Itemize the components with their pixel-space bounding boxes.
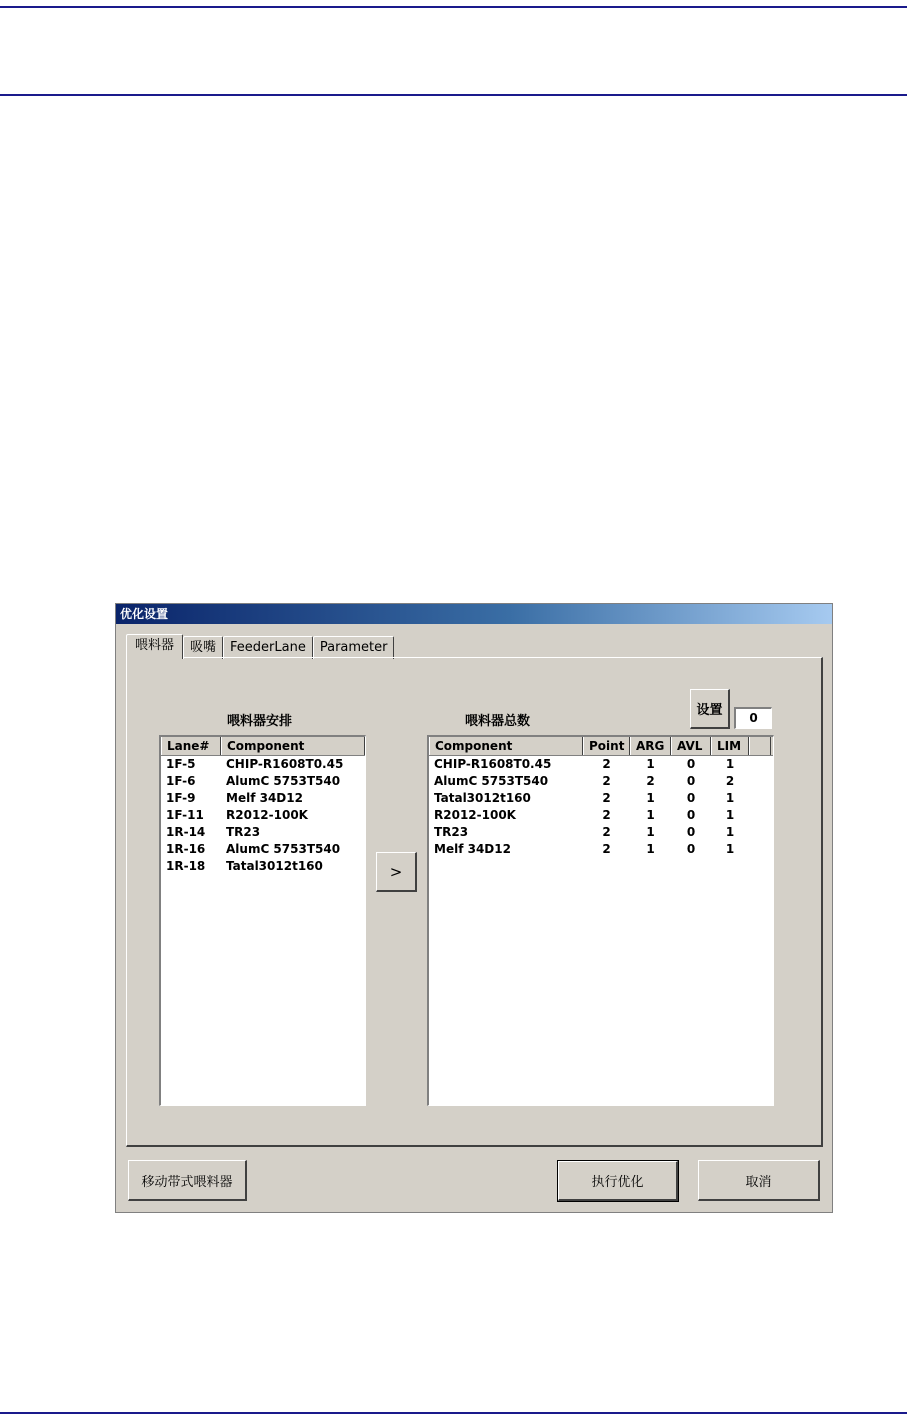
lane-cell: 1F-6 xyxy=(166,774,196,788)
lim-cell: 1 xyxy=(725,757,735,771)
column-header-filler xyxy=(749,737,771,755)
component-cell: TR23 xyxy=(434,825,469,839)
page-footer-rule xyxy=(0,1412,907,1414)
column-header-point[interactable]: Point xyxy=(583,737,630,755)
component-cell: Tatal3012t160 xyxy=(226,859,323,873)
component-cell: Melf 34D12 xyxy=(434,842,511,856)
component-cell: TR23 xyxy=(226,825,261,839)
table-row[interactable] xyxy=(161,858,365,875)
point-cell: 2 xyxy=(602,774,611,788)
component-cell: AlumC 5753T540 xyxy=(226,774,341,788)
table-row[interactable] xyxy=(161,773,365,790)
set-button[interactable]: 设置 xyxy=(690,689,730,729)
component-cell: Tatal3012t160 xyxy=(434,791,531,805)
lim-cell: 1 xyxy=(725,825,735,839)
avl-cell: 0 xyxy=(686,757,696,771)
table-row[interactable] xyxy=(161,824,365,841)
lim-cell: 1 xyxy=(725,808,735,822)
transfer-button[interactable]: > xyxy=(376,852,417,892)
table-row[interactable] xyxy=(429,756,773,773)
component-cell: AlumC 5753T540 xyxy=(226,842,341,856)
tab-nozzle[interactable]: 吸嘴 xyxy=(183,636,223,659)
table-row[interactable] xyxy=(161,807,365,824)
column-header-arg[interactable]: ARG xyxy=(630,737,671,755)
lane-cell: 1R-16 xyxy=(166,842,206,856)
point-cell: 2 xyxy=(602,808,611,822)
arg-cell: 1 xyxy=(646,825,655,839)
point-cell: 2 xyxy=(602,842,611,856)
tab-feeder[interactable]: 喂料器 xyxy=(126,634,183,659)
tab-parameter[interactable]: Parameter xyxy=(313,636,395,659)
feeder-total-list[interactable] xyxy=(427,735,774,1106)
avl-cell: 0 xyxy=(686,825,696,839)
set-value-field[interactable]: 0 xyxy=(734,707,772,729)
table-row[interactable] xyxy=(429,841,773,858)
column-header-lane[interactable]: Lane# xyxy=(161,737,221,755)
table-row[interactable] xyxy=(429,807,773,824)
cancel-button[interactable]: 取消 xyxy=(698,1160,820,1201)
lane-cell: 1F-9 xyxy=(166,791,196,805)
component-cell: AlumC 5753T540 xyxy=(434,774,549,788)
table-row[interactable] xyxy=(161,756,365,773)
point-cell: 2 xyxy=(602,791,611,805)
lane-cell: 1F-5 xyxy=(166,757,196,771)
tab-strip xyxy=(126,634,394,658)
page-header-rule-bottom xyxy=(0,94,907,96)
component-cell: R2012-100K xyxy=(226,808,308,822)
arg-cell: 1 xyxy=(646,808,655,822)
lim-cell: 1 xyxy=(725,791,735,805)
arg-cell: 1 xyxy=(646,791,655,805)
list-header xyxy=(161,737,365,756)
arg-cell: 1 xyxy=(646,757,655,771)
feeder-total-label: 喂料器总数 xyxy=(465,714,531,729)
page-header-rule-top xyxy=(0,6,907,8)
column-header-lim[interactable]: LIM xyxy=(711,737,749,755)
arg-cell: 2 xyxy=(646,774,655,788)
move-tape-feeder-button[interactable]: 移动带式喂料器 xyxy=(128,1160,247,1201)
lim-cell: 1 xyxy=(725,842,735,856)
table-row[interactable] xyxy=(161,790,365,807)
optimization-settings-dialog xyxy=(115,603,833,1213)
component-cell: Melf 34D12 xyxy=(226,791,303,805)
avl-cell: 0 xyxy=(686,791,696,805)
table-row[interactable] xyxy=(429,773,773,790)
avl-cell: 0 xyxy=(686,808,696,822)
feeder-total-rows xyxy=(429,756,773,858)
feeder-arrangement-list[interactable] xyxy=(159,735,366,1106)
lane-cell: 1R-14 xyxy=(166,825,206,839)
component-cell: CHIP-R1608T0.45 xyxy=(226,757,344,771)
lane-cell: 1R-18 xyxy=(166,859,206,873)
dialog-title: 优化设置 xyxy=(116,604,832,624)
execute-optimization-button[interactable]: 执行优化 xyxy=(558,1161,678,1201)
column-header-component[interactable]: Component xyxy=(429,737,583,755)
component-cell: R2012-100K xyxy=(434,808,516,822)
tab-feederlane[interactable]: FeederLane xyxy=(223,636,313,659)
table-row[interactable] xyxy=(161,841,365,858)
arg-cell: 1 xyxy=(646,842,655,856)
column-header-component[interactable]: Component xyxy=(221,737,365,755)
component-cell: CHIP-R1608T0.45 xyxy=(434,757,552,771)
list-header xyxy=(429,737,773,756)
point-cell: 2 xyxy=(602,825,611,839)
column-header-avl[interactable]: AVL xyxy=(671,737,711,755)
point-cell: 2 xyxy=(602,757,611,771)
table-row[interactable] xyxy=(429,790,773,807)
lim-cell: 2 xyxy=(725,774,735,788)
tab-panel xyxy=(126,657,823,1147)
avl-cell: 0 xyxy=(686,842,696,856)
lane-cell: 1F-11 xyxy=(166,808,204,822)
avl-cell: 0 xyxy=(686,774,696,788)
feeder-arrangement-label: 喂料器安排 xyxy=(227,714,293,729)
table-row[interactable] xyxy=(429,824,773,841)
feeder-arrangement-rows xyxy=(161,756,365,875)
